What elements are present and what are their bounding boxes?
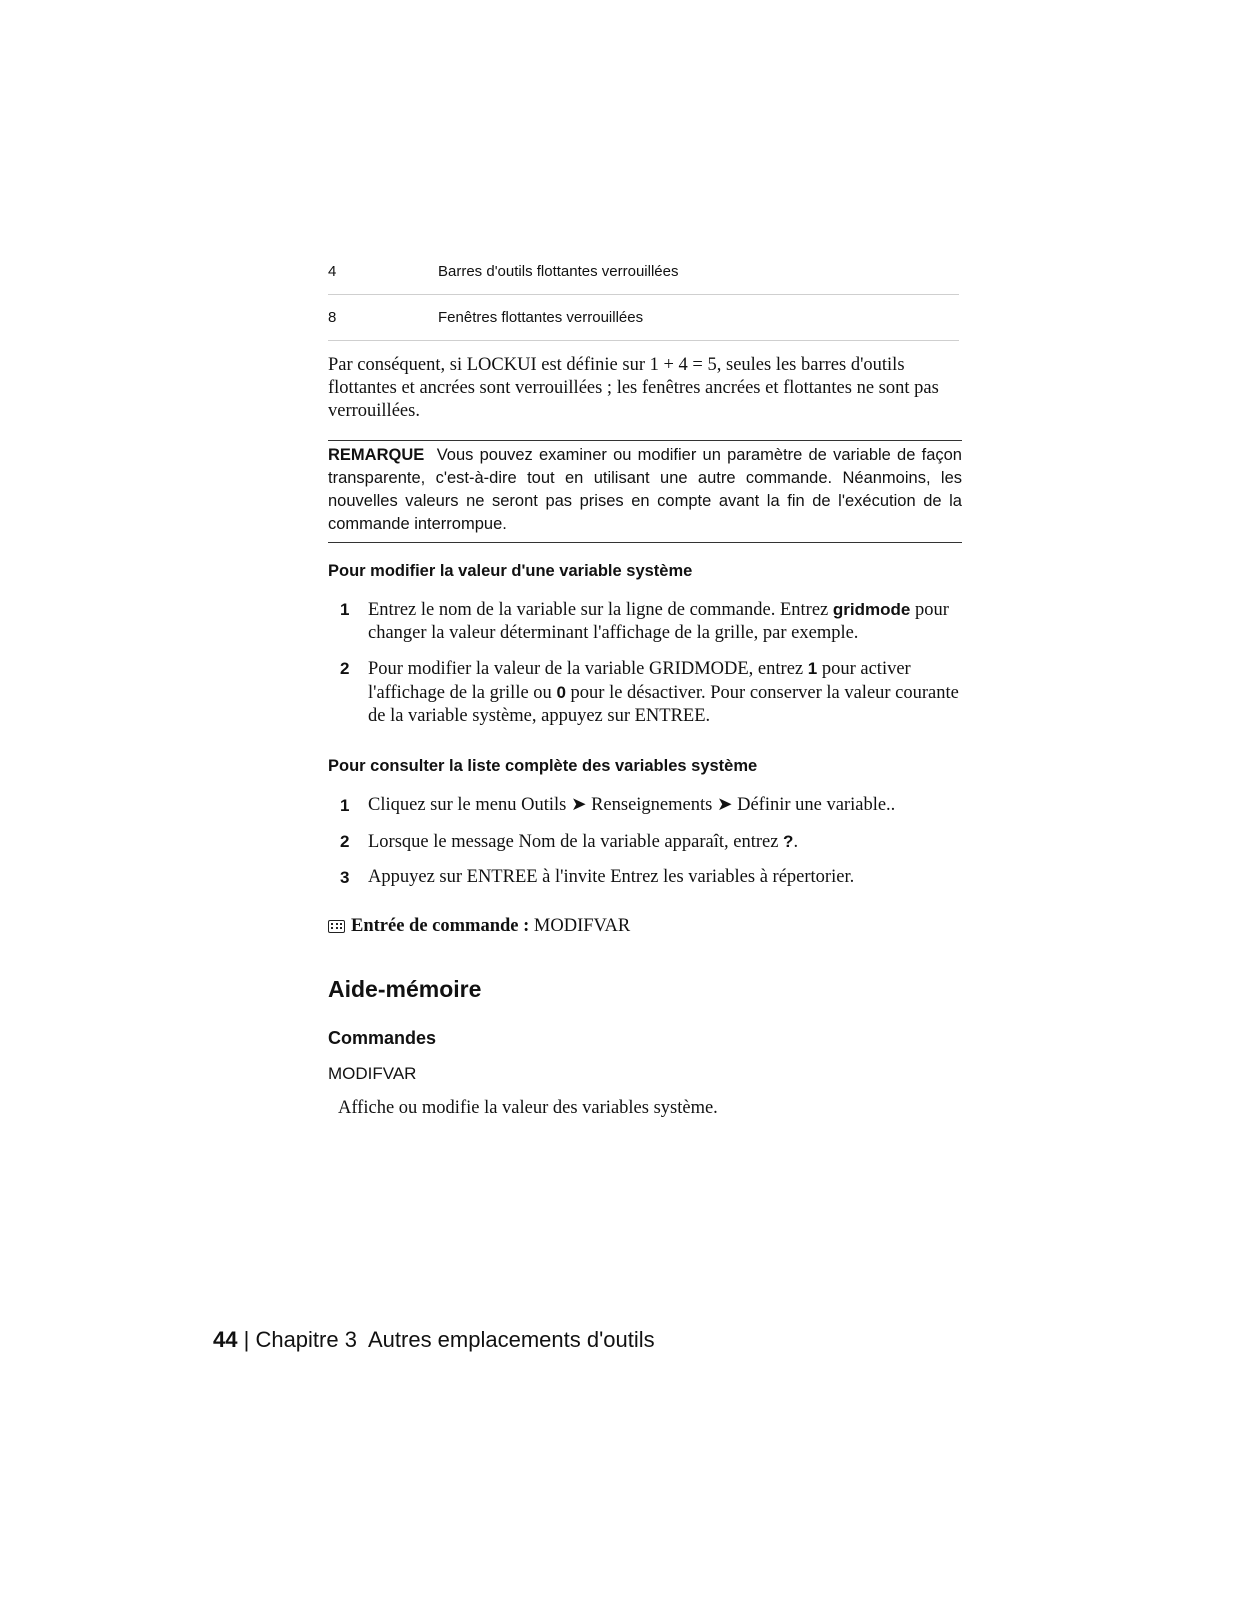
chapter-label: Chapitre 3 bbox=[255, 1327, 357, 1352]
list-item bbox=[340, 830, 965, 854]
step-text: Appuyez sur ENTREE à l'invite Entrez les variables à répertorier. bbox=[368, 867, 855, 887]
table-row bbox=[328, 248, 959, 295]
table-cell-value: 4 bbox=[328, 263, 337, 280]
step-number: 1 bbox=[340, 600, 350, 619]
table-cell-description: Fenêtres flottantes verrouillées bbox=[438, 309, 644, 326]
list-item bbox=[340, 598, 965, 645]
command-keyword: gridmode bbox=[832, 600, 911, 619]
section-heading: Aide-mémoire bbox=[328, 976, 482, 1002]
step-number: 2 bbox=[340, 659, 350, 678]
step-text: Pour modifier la valeur de la variable GRIDMODE, entrez 1 pour activer l'affichage de la grille ou 0 pour le désactiver. Pour conserver la valeur courante de la variable système, appuyez sur ENTREE. bbox=[368, 659, 959, 726]
command-entry-label: Entrée de commande : bbox=[351, 916, 530, 936]
subsection-heading: Commandes bbox=[328, 1028, 437, 1048]
command-entry bbox=[328, 916, 630, 937]
note-text: Vous pouvez examiner ou modifier un paramètre de variable de façon transparente, c'est-à-dire tout en utilisant une autre commande. Néanmoins, les nouvelles valeurs ne seront pas prises en compte avant la fin de l'exécution de la commande interrompue. bbox=[328, 446, 962, 533]
note-box bbox=[328, 440, 962, 543]
step-number: 2 bbox=[340, 832, 350, 851]
page-footer bbox=[213, 1327, 655, 1353]
step-text: Lorsque le message Nom de la variable apparaît, entrez ?. bbox=[368, 832, 799, 852]
table-row bbox=[328, 294, 959, 341]
command-entry-value: MODIFVAR bbox=[533, 916, 631, 936]
table-cell-value: 8 bbox=[328, 309, 337, 326]
procedure-title: Pour modifier la valeur d'une variable système bbox=[328, 562, 693, 580]
step-text: Entrez le nom de la variable sur la ligne de commande. Entrez gridmode pour changer la valeur déterminant l'affichage de la grille, par exemple. bbox=[368, 600, 949, 643]
procedure-title: Pour consulter la liste complète des variables système bbox=[328, 757, 758, 775]
note-label: REMARQUE bbox=[328, 446, 425, 464]
step-text: Cliquez sur le menu Outils ➤ Renseignements ➤ Définir une variable.. bbox=[368, 795, 896, 815]
command-description: Affiche ou modifie la valeur des variables système. bbox=[338, 1098, 718, 1118]
table-cell-description: Barres d'outils flottantes verrouillées bbox=[438, 263, 679, 280]
footer-separator: | bbox=[243, 1327, 250, 1352]
list-item bbox=[340, 866, 965, 889]
keyboard-icon bbox=[328, 920, 345, 933]
list-item bbox=[340, 794, 965, 817]
body-paragraph: Par conséquent, si LOCKUI est définie sur 1 + 4 = 5, seules les barres d'outils flottantes et ancrées sont verrouillées ; les fenêtres ancrées et flottantes ne sont pas verrouillées. bbox=[328, 355, 939, 421]
chapter-title: Autres emplacements d'outils bbox=[367, 1327, 655, 1352]
step-number: 3 bbox=[340, 868, 350, 887]
step-number: 1 bbox=[340, 796, 350, 815]
list-item bbox=[340, 657, 965, 728]
page-number: 44 bbox=[213, 1327, 238, 1352]
command-name: MODIFVAR bbox=[328, 1064, 417, 1083]
